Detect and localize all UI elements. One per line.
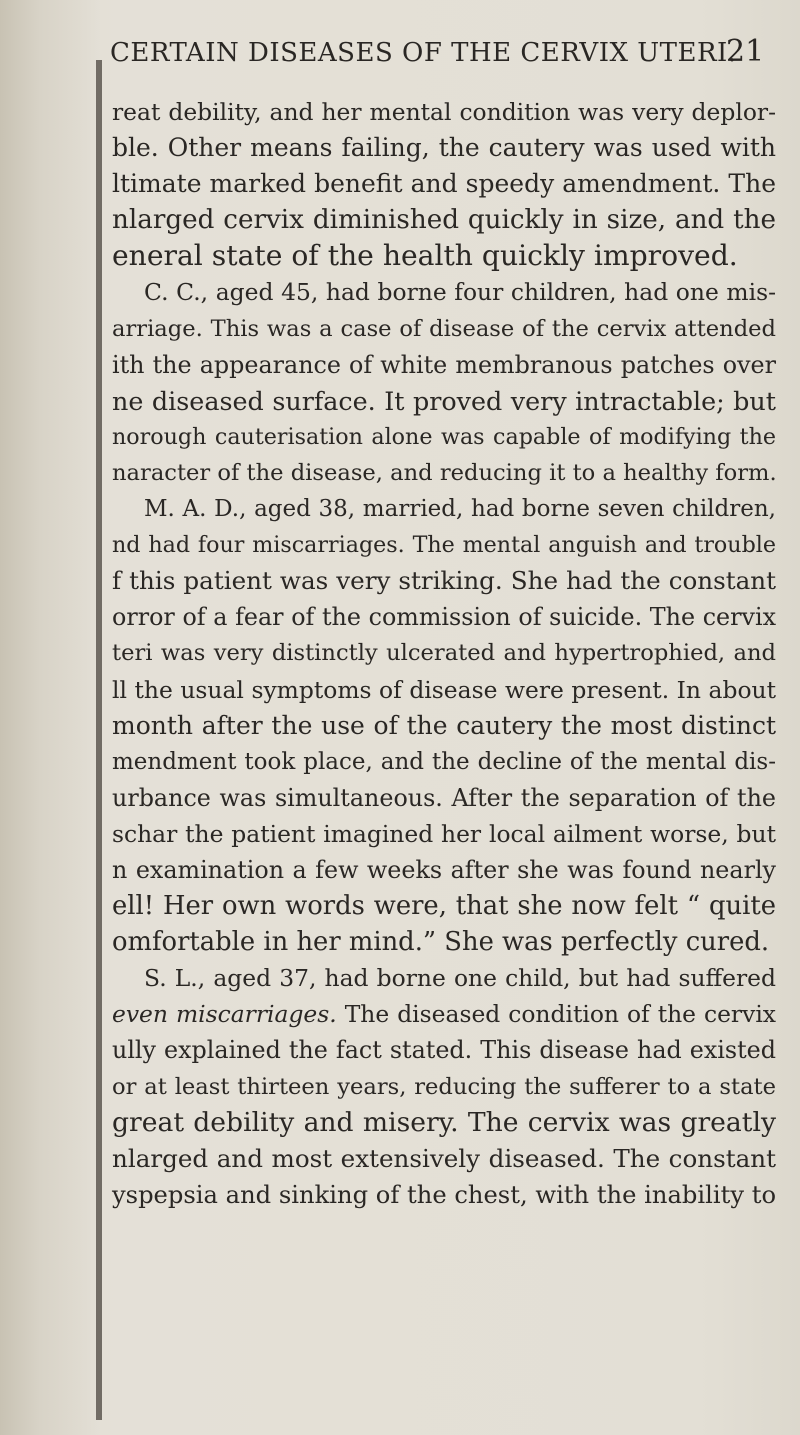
text-line: omfortable in her mind.” She was perfectly cured. bbox=[112, 927, 770, 958]
running-head bbox=[0, 30, 800, 80]
text-line: ith the appearance of white membranous patches over bbox=[112, 350, 776, 379]
text-line: ltimate marked benefit and speedy amendment. The bbox=[112, 169, 776, 199]
text-line: month after the use of the cautery the most distinct bbox=[112, 710, 776, 740]
text-line: arriage. This was a case of disease of the cervix attended bbox=[112, 315, 776, 342]
text-line: ll the usual symptoms of disease were present. In about bbox=[112, 675, 776, 704]
text-line: nlarged and most extensively diseased. The constant bbox=[112, 1143, 776, 1173]
text-line: f this patient was very striking. She had the constant bbox=[112, 566, 776, 596]
text-line: ell! Her own words were, that she now felt “ quite bbox=[112, 891, 776, 922]
text-line: S. L., aged 37, had borne one child, but had suffered bbox=[144, 964, 776, 993]
text-line bbox=[112, 996, 776, 1032]
text-line: nlarged cervix diminished quickly in size, and the bbox=[112, 205, 776, 236]
page-number: 21 bbox=[726, 34, 765, 69]
binding-edge bbox=[96, 60, 102, 1420]
text-line: or at least thirteen years, reducing the sufferer to a state bbox=[112, 1073, 776, 1100]
text-line: C. C., aged 45, had borne four children, had one mis- bbox=[144, 278, 776, 307]
text-line: ne diseased surface. It proved very intractable; but bbox=[112, 385, 776, 416]
text-line: naracter of the disease, and reducing it to a healthy form. bbox=[112, 459, 777, 486]
text-line: reat debility, and her mental condition was very deplor- bbox=[112, 98, 776, 126]
text-line: ble. Other means failing, the cautery was used with bbox=[112, 133, 776, 163]
text-line: urbance was simultaneous. After the separation of the bbox=[112, 783, 776, 812]
running-title: CERTAIN DISEASES OF THE CERVIX UTERI. bbox=[110, 38, 737, 68]
page-gutter bbox=[0, 0, 100, 1435]
text-line-rest: The diseased condition of the cervix bbox=[336, 1000, 776, 1029]
text-line: teri was very distinctly ulcerated and hypertrophied, and bbox=[112, 640, 776, 667]
italic-phrase: even miscarriages. bbox=[112, 1000, 337, 1029]
text-line: schar the patient imagined her local ailment worse, but bbox=[112, 819, 776, 848]
text-line: norough cauterisation alone was capable of modifying the bbox=[112, 423, 776, 450]
text-line: ully explained the fact stated. This disease had existed bbox=[112, 1036, 776, 1065]
body-text bbox=[112, 94, 776, 1213]
text-line: n examination a few weeks after she was found nearly bbox=[112, 855, 776, 884]
text-line: eneral state of the health quickly improved. bbox=[112, 239, 738, 273]
text-line: M. A. D., aged 38, married, had borne seven children, bbox=[144, 496, 776, 523]
text-line: great debility and misery. The cervix was greatly bbox=[112, 1106, 776, 1138]
text-line: mendment took place, and the decline of the mental dis- bbox=[112, 748, 776, 775]
text-line: orror of a fear of the commission of suicide. The cervix bbox=[112, 603, 776, 632]
text-line: nd had four miscarriages. The mental anguish and trouble bbox=[112, 532, 776, 559]
text-line: yspepsia and sinking of the chest, with the inability to bbox=[112, 1180, 776, 1209]
